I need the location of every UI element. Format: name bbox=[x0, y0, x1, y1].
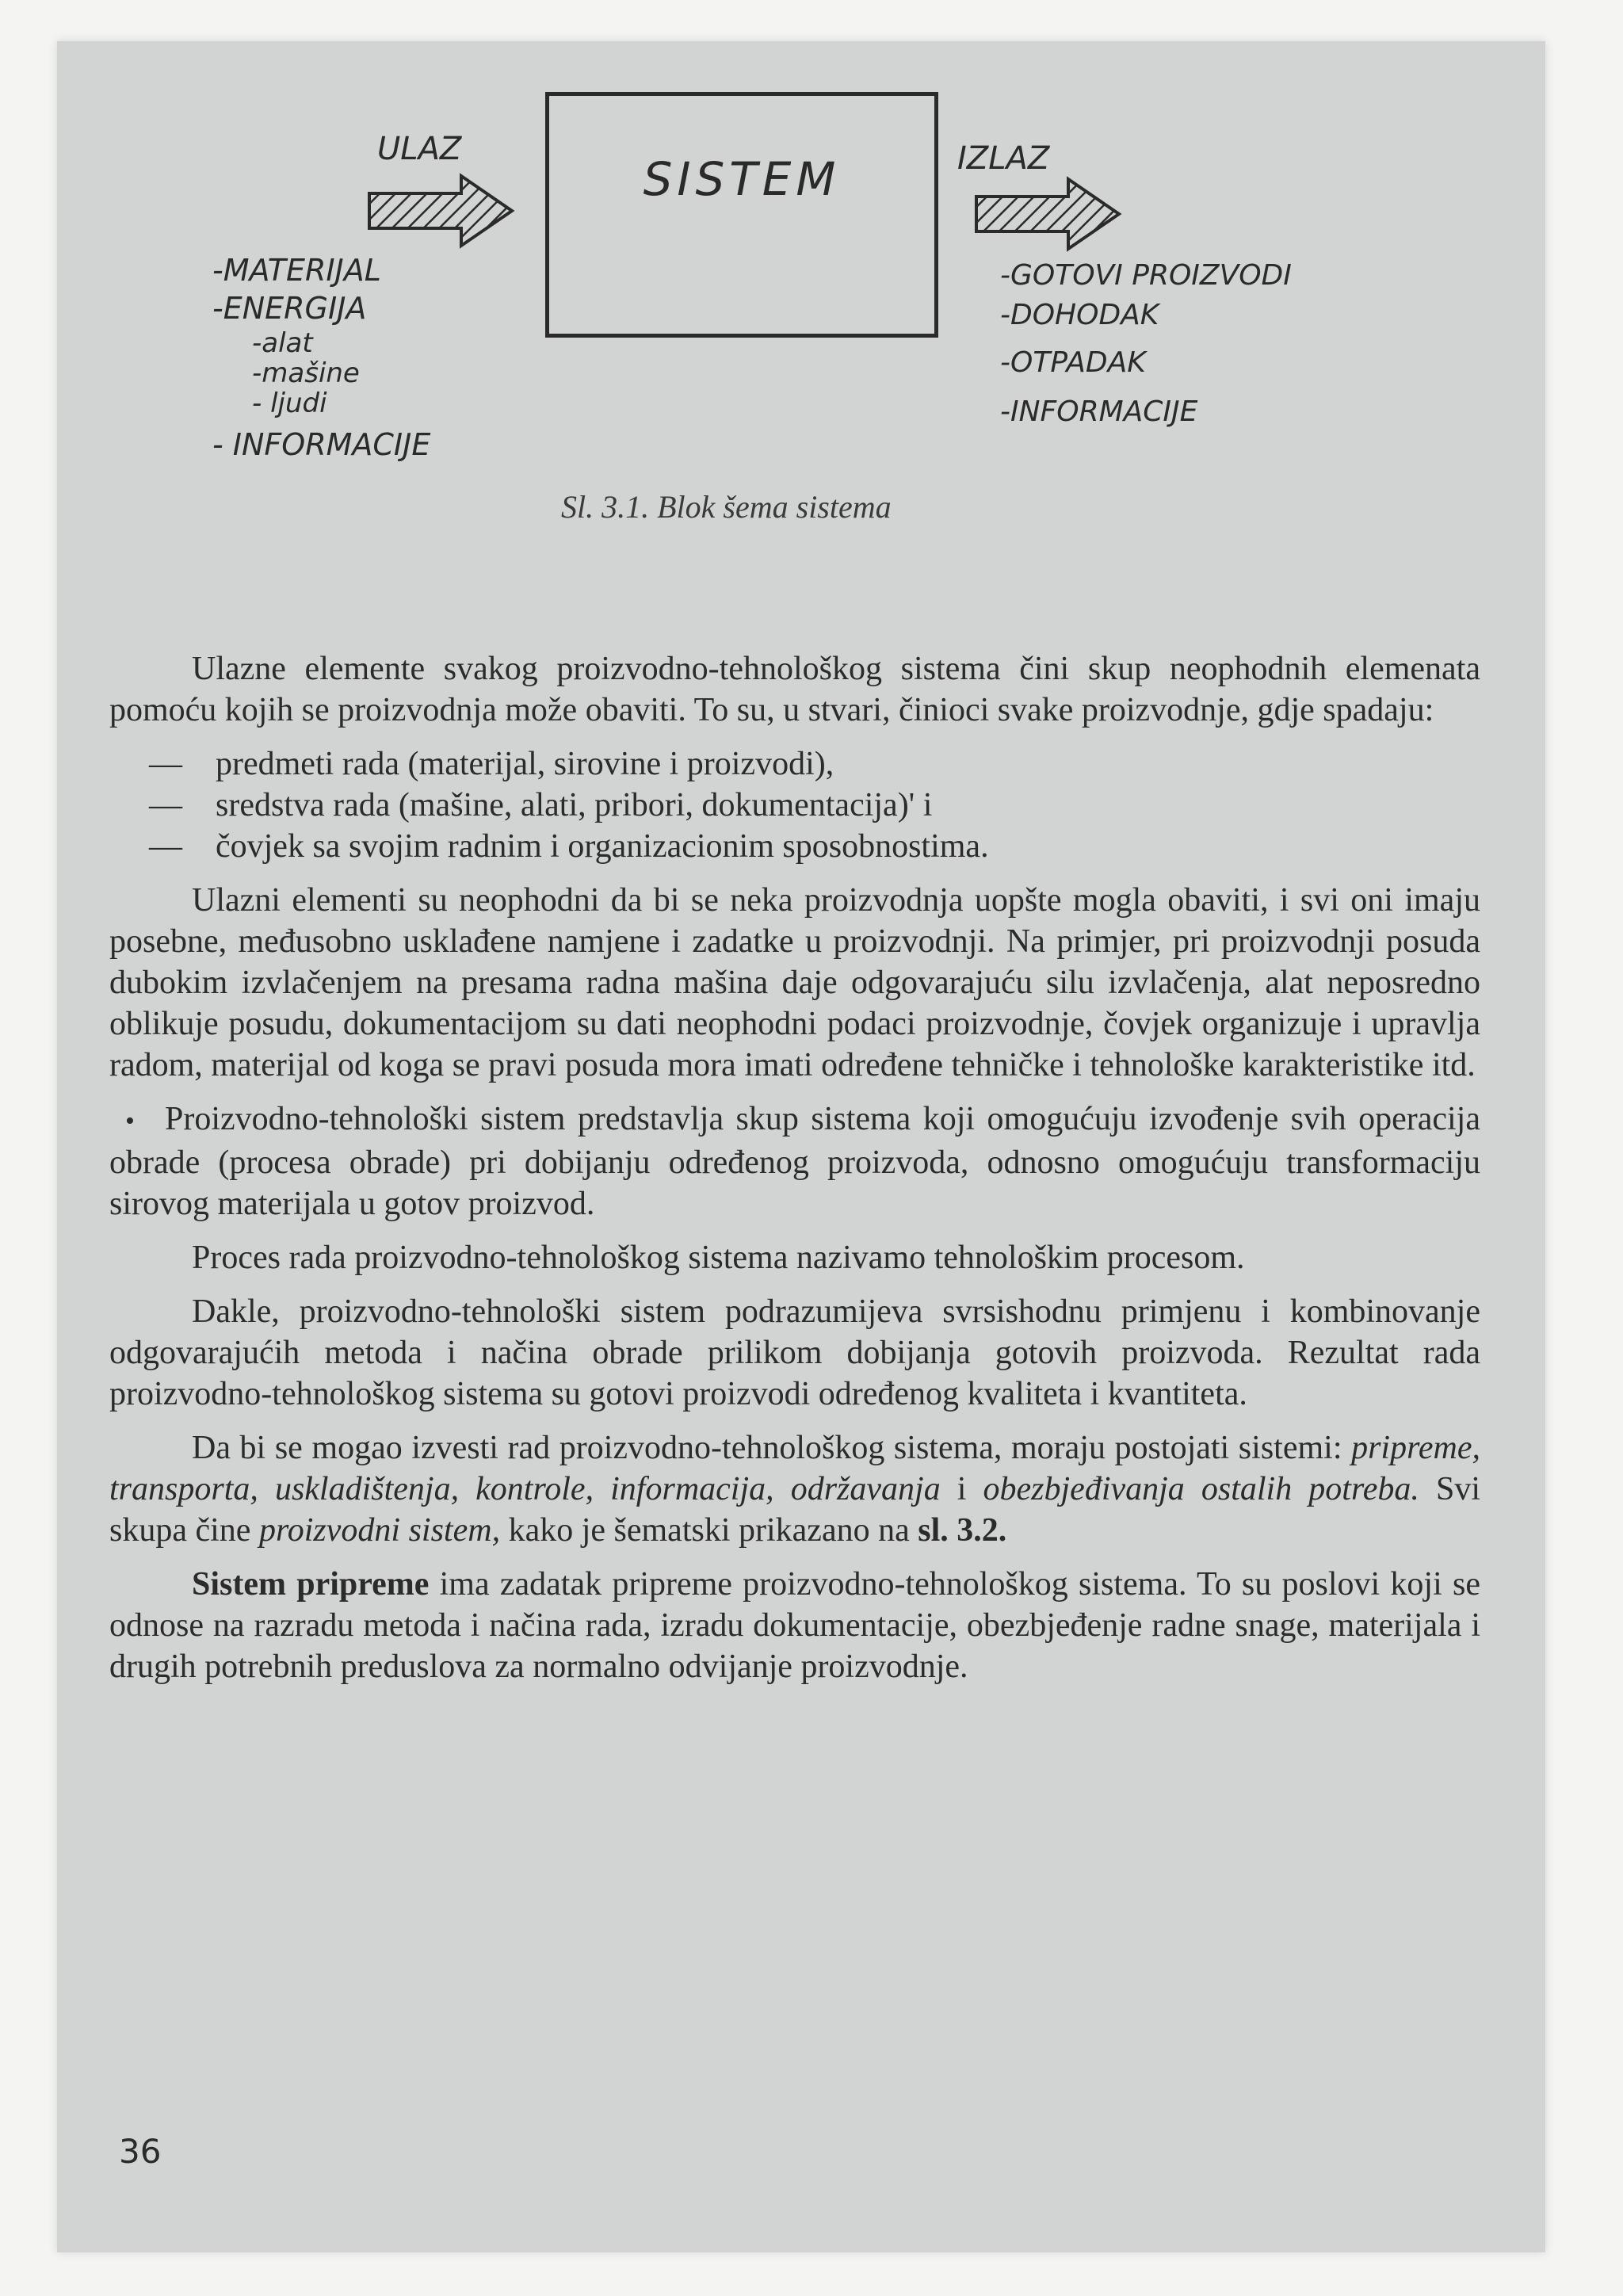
term-bold: Sistem pripreme bbox=[192, 1566, 430, 1603]
system-label: SISTEM bbox=[643, 152, 841, 206]
input-item: -ENERGIJA bbox=[212, 291, 367, 326]
figure-reference: sl. 3.2. bbox=[918, 1512, 1007, 1549]
input-item: - INFORMACIJE bbox=[212, 427, 431, 462]
input-item: -alat bbox=[252, 327, 313, 359]
paragraph: Da bi se mogao izvesti rad proizvodno-tehnološkog sistema, moraju postojati sistemi: pripreme, transporta, uskladištenja, kontrole, informacija, održavanja i obezbjeđivanja ostalih potreba. Svi skupa čine proizvodni sistem, kako je šematski prikazano na sl. 3.2. bbox=[109, 1430, 1481, 1549]
output-arrow-icon bbox=[975, 176, 1122, 252]
list-item: — predmeti rada (materijal, sirovine i proizvodi), bbox=[109, 743, 1480, 785]
output-item: -DOHODAK bbox=[1000, 299, 1159, 331]
output-label: IZLAZ bbox=[957, 140, 1050, 177]
paragraph: Ulazne elemente svakog proizvodno-tehnološkog sistema čini skup neophodnih elemenata pomoću kojih se proizvodnja može obaviti. To su, u stvari, činioci svake proizvodnje, gdje spadaju: bbox=[109, 651, 1480, 728]
paragraph: Dakle, proizvodno-tehnološki sistem podrazumijeva svrsishodnu primjenu i kombinovanje odgovarajućih metoda i načina obrade prilikom dobijanja gotovih proizvoda. Rezultat rada proizvodno-tehnološkog sistema su gotovi proizvodi određenog kvaliteta i kvantiteta. bbox=[109, 1293, 1480, 1412]
output-item: -OTPADAK bbox=[1000, 346, 1146, 379]
definition-paragraph: • Proizvodno-tehnološki sistem predstavlja skup sistema koji omogućuju izvođenje svih operacija obrade (procesa obrade) pri dobijanju određenog proizvoda, odnosno omogućuju transformaciju sirovog materijala u gotov proizvod. bbox=[109, 1101, 1480, 1222]
input-label: ULAZ bbox=[377, 131, 462, 167]
page-number: 36 bbox=[119, 2132, 162, 2171]
paragraph: Ulazni elementi su neophodni da bi se neka proizvodnja uopšte mogla obaviti, i svi oni imaju posebne, međusobno usklađene namjene i zadatke u proizvodnji. Na primjer, pri proizvodnji posuda dubokim izvlačenjem na presama radna mašina daje odgovarajuću silu izvlačenja, alat neposredno oblikuje posudu, dokumentacijom su dati neophodni podaci proizvodnje, čovjek organizuje i upravlja radom, materijal od koga se pravi posuda mora imati određene tehničke i tehnološke karakteristike itd. bbox=[109, 882, 1480, 1083]
bullet-icon: • bbox=[125, 1106, 135, 1136]
elements-list bbox=[109, 743, 1480, 867]
list-item: — čovjek sa svojim radnim i organizacionim sposobnostima. bbox=[109, 826, 1480, 867]
system-box bbox=[545, 92, 938, 338]
figure-caption: Sl. 3.1. Blok šema sistema bbox=[561, 489, 892, 525]
input-item: -mašine bbox=[252, 357, 360, 389]
input-item: -MATERIJAL bbox=[212, 253, 381, 288]
paragraph: Proces rada proizvodno-tehnološkog sistema nazivamo tehnološkim procesom. bbox=[192, 1240, 1245, 1276]
body-text bbox=[109, 648, 1480, 1700]
input-arrow-icon bbox=[368, 173, 515, 249]
output-item: -INFORMACIJE bbox=[1000, 395, 1198, 428]
paragraph: Sistem pripreme ima zadatak pripreme proizvodno-tehnološkog sistema. To su poslovi koji se odnose na razradu metoda i načina rada, izradu dokumentacije, obezbjeđenje radne snage, materijala i drugih potrebnih preduslova za normalno odvijanje proizvodnje. bbox=[109, 1566, 1480, 1685]
output-item: -GOTOVI PROIZVODI bbox=[1000, 259, 1292, 292]
input-item: - ljudi bbox=[252, 388, 327, 419]
list-item: — sredstva rada (mašine, alati, pribori, dokumentacija)' i bbox=[109, 785, 1480, 826]
